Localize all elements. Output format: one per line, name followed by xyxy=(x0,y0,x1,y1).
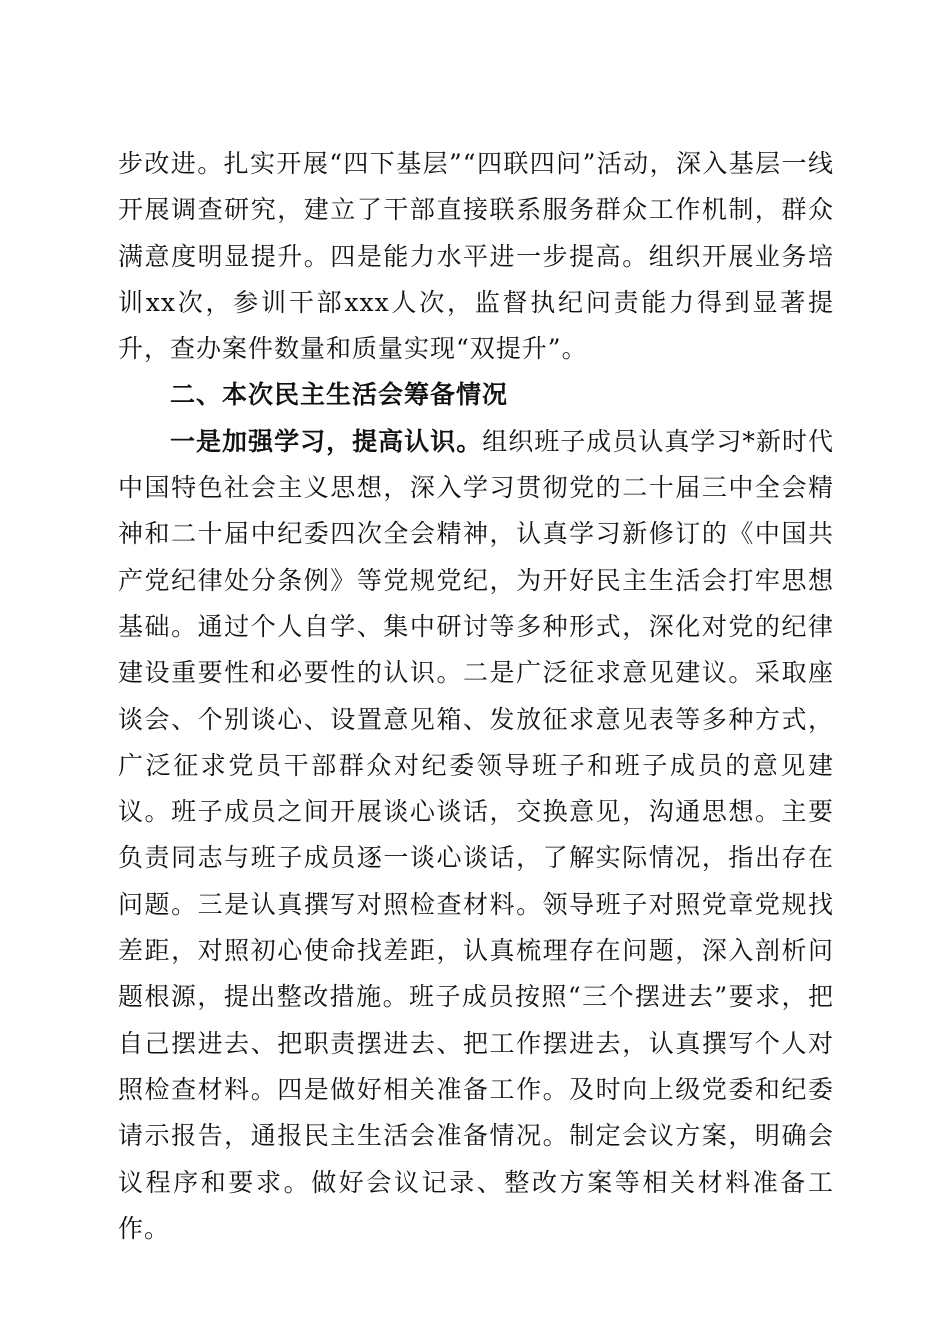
section-body-text: 组织班子成员认真学习*新时代中国特色社会主义思想，深入学习贯彻党的二十届三中全会精神和二十届中纪委四次全会精神，认真学习新修订的《中国共产党纪律处分条例》等党规党纪，为开好民主生活会打牢思想基础。通过个人自学、集中研讨等多种形式，深化对党的纪律建设重要性和必要性的认识。二是广泛征求意见建议。采取座谈会、个别谈心、设置意见箱、发放征求意见表等多种方式，广泛征求党员干部群众对纪委领导班子和班子成员的意见建议。班子成员之间开展谈心谈话，交换意见，沟通思想。主要负责同志与班子成员逐一谈心谈话，了解实际情况，指出存在问题。三是认真撰写对照检查材料。领导班子对照党章党规找差距，对照初心使命找差距，认真梳理存在问题，深入剖析问题根源，提出整改措施。班子成员按照“三个摆进去”要求，把自己摆进去、把职责摆进去、把工作摆进去，认真撰写个人对照检查材料。四是做好相关准备工作。及时向上级党委和纪委请示报告，通报民主生活会准备情况。制定会议方案，明确会议程序和要求。做好会议记录、整改方案等相关材料准备工作。 xyxy=(118,426,834,1243)
section-lead-text: 一是加强学习，提高认识。 xyxy=(170,426,483,456)
document-body xyxy=(118,141,834,1252)
continuation-paragraph: 步改进。扎实开展“四下基层”“四联四问”活动，深入基层一线开展调查研究，建立了干部直接联系服务群众工作机制，群众满意度明显提升。四是能力水平进一步提高。组织开展业务培训xx次，参训干部xxx人次，监督执纪问责能力得到显著提升，查办案件数量和质量实现“双提升”。 xyxy=(118,149,834,364)
section-heading: 二、本次民主生活会筹备情况 xyxy=(170,380,509,410)
section-paragraph xyxy=(118,419,834,1252)
